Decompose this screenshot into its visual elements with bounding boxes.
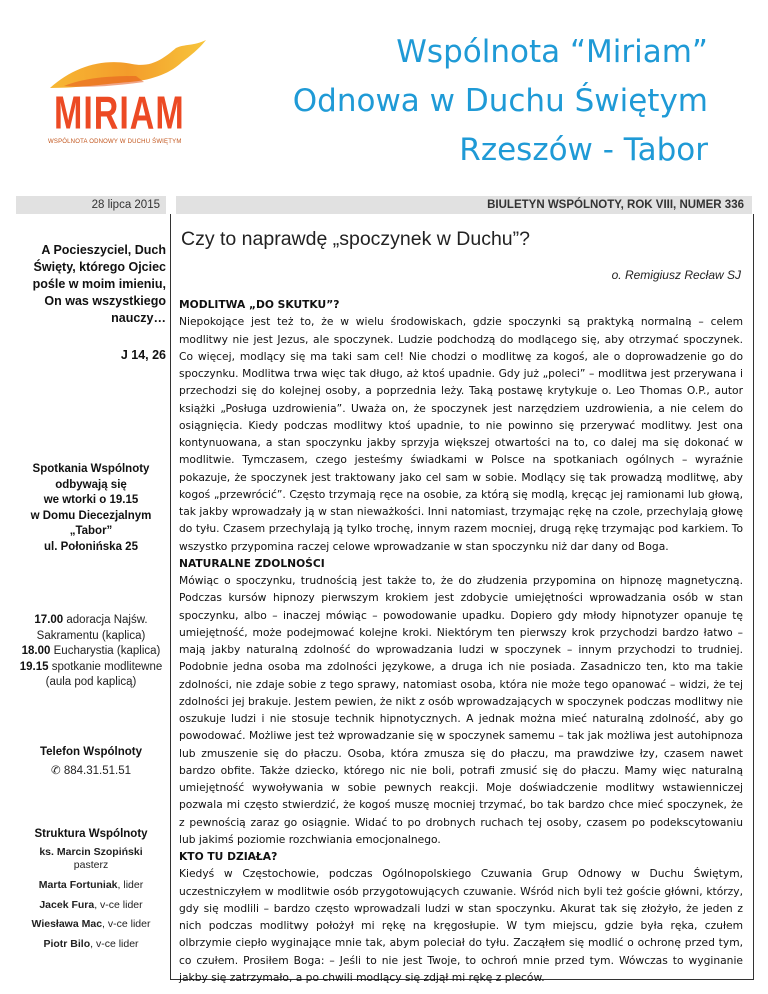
- section-heading: MODLITWA „DO SKUTKU”?: [179, 298, 340, 311]
- article-body: [179, 296, 743, 986]
- issue-date: 28 lipca 2015: [91, 199, 160, 211]
- structure-title: Struktura Wspólnoty: [34, 828, 148, 840]
- schedule-item: [16, 660, 166, 691]
- meetings-line: Spotkania Wspólnoty: [32, 463, 150, 475]
- section-paragraph: Mówiąc o spoczynku, trudnością jest także to, że do złudzenia przypomina on hipnozę magnetyczną. Podczas kursów hipnozy pierwszym krokiem jest zdobycie umiejętności wprowadzania osób w stan spoczynku, albo – inaczej mówiąc – powodowanie upadku. Dopiero gdy młody hipnotyzer opanuje tę umiejętność, może podejmować kolejne kroki. Niektórym ten pierwszy krok przychodzi bardzo łatwo – mają jakby naturalną zdolność do wprowadzania ludzi w spoczynek – innym przychodzi to trudniej. Podobnie jedna osoba ma zdolności językowe, a druga ich nie posiada. Zasadniczo ten, kto ma takie zdolności, nie zdaje sobie z tego sprawy, natomiast osoba, która nie może tego opanować – widzi, że tej zdolności jej brakuje. Jestem pewien, że nikt z osób wprowadzających w spoczynek podczas modlitwy nie oszukuje ludzi i nie stosuje technik hipnotycznych. A jednak można mieć naturalną zdolność, aby go powodować. Możliwe jest też wprowadzanie się w spoczynek samemu – tak jak możliwa jest autohipnoza lub zmuszenie się do płaczu. Osoba, która zmusza się do płaczu, ma prawdziwe łzy, czasem nawet bardzo obfite. Także dziecko, którego nic nie boli, potrafi zmusić się do płaczu. Mamy więc naturalną umiejętność wywoływania w sobie pewnych reakcji. Moje doświadczenie modlitwy wstawienniczej pozwala mi często stwierdzić, że kogoś muszę mocniej trzymać, bo tak bardzo chce mieć spoczynek, że z pewnością zaraz go osiągnie. Widać to po drobnych ruchach tej osoby, czasem po podekscytowaniu lub jakimś poziomie rozchwiania emocjonalnego.: [179, 574, 743, 846]
- phone-icon: ✆: [51, 765, 61, 777]
- dove-icon: [44, 36, 214, 96]
- pastor-name: ks. Marcin Szopiński: [39, 846, 143, 858]
- schedule-text: adoracja Najśw. Sakramentu (kaplica): [36, 614, 148, 642]
- title-line-1: Wspólnota “Miriam”: [396, 34, 708, 70]
- meetings-line: we wtorki o 19.15: [43, 494, 139, 506]
- meetings-info: [16, 462, 166, 555]
- leader-item: Jacek Fura, v-ce lider: [39, 898, 143, 911]
- schedule-text: spotkanie modlitewne (aula pod kaplicą): [45, 660, 163, 688]
- article-frame: [170, 214, 754, 984]
- schedule-item: [16, 613, 166, 644]
- header-title: [293, 28, 708, 175]
- schedule: [16, 613, 166, 691]
- pastor-role: pasterz: [73, 859, 109, 871]
- logo-word: MIRIAM: [54, 88, 185, 140]
- leader-item: Marta Fortuniak, lider: [38, 879, 144, 891]
- date-bar: [16, 196, 166, 214]
- meetings-line: ul. Połonińska 25: [44, 540, 138, 553]
- scripture-quote: A Pocieszyciel, Duch Święty, którego Ojciec pośle w moim imieniu, On was wszystkiego nauczy…: [32, 243, 166, 325]
- schedule-time: 18.00: [21, 645, 51, 657]
- scripture-reference: J 14, 26: [120, 348, 166, 362]
- section-paragraph: Kiedyś w Częstochowie, podczas Ogólnopolskiego Czuwania Grup Odnowy w Duchu Świętym, uczestniczyłem w modlitwie osób przygotowujących czuwanie. Wśród nich byli też goście główni, którzy, gdy się modlili – bardzo często wprowadzali ludzi w stan spoczynku. Akurat tak się złożyło, że jeden z nich podczas modlitwy położył mi rękę na kręgosłupie. W tym miejscu, gdzie była ręka, czułem olbrzymie ciepło wyginające mnie tak, abym poleciał do tyłu. Zacząłem się modlić o ochronę przed tym, co czułem. Prosiłem Boga: – Jeśli to nie jest Twoje, to ochroń mnie przed tym. Wówczas to wyginanie jakby się zatrzymało, a po chwili modlący się zdjął mi rękę z pleców.: [179, 867, 743, 984]
- phone-title: Telefon Wspólnoty: [39, 746, 142, 758]
- leader-item: Piotr Bilo, v-ce lider: [43, 937, 139, 950]
- phone-line: [16, 763, 166, 777]
- title-line-2: Odnowa w Duchu Świętym: [292, 83, 708, 119]
- bulletin-bar: [176, 196, 752, 214]
- meetings-line: odbywają się: [55, 478, 127, 491]
- section-heading: NATURALNE ZDOLNOŚCI: [179, 556, 325, 570]
- article-title: Czy to naprawdę „spoczynek w Duchu”?: [181, 228, 530, 250]
- logo-subtitle: WSPÓLNOTA ODNOWY W DUCHU ŚWIĘTYM: [48, 139, 182, 145]
- section-heading: KTO TU DZIAŁA?: [179, 850, 278, 863]
- schedule-text: Eucharystia (kaplica): [53, 645, 161, 657]
- schedule-time: 19.15: [19, 660, 49, 673]
- schedule-time: 17.00: [34, 614, 64, 626]
- schedule-item: [16, 644, 166, 660]
- leader-item: Wiesława Mac, v-ce lider: [31, 918, 151, 930]
- section-paragraph: Niepokojące jest też to, że w wielu środowiskach, gdzie spoczynki są praktyką normalną – celem modlitwy nie jest Jezus, ale spoczynek. Ludzie podchodzą do modlącego się, aby otrzymać spoczynek. Co więcej, modlący się ma taki sam cel! Nie chodzi o modlitwę za kogoś, ale o doprowadzenie go do spoczynku. Modlitwa trwa więc tak długo, aż ktoś upadnie. Gdy już „poleci” – modlitwa jest przerywana i przechodzi się do kolejnej osoby, a poprzednia leży. Taką postawę krytykuje o. Leo Thomas O.P., autor książki „Posługa uzdrowienia”. Uważa on, że spoczynek jest narzędziem uzdrowienia, a nie celem do osiągnięcia. Kiedy podczas modlitwy ktoś upadnie, to nie powinno się przerywać modlitwy. Jest ona kontynuowana, a stan spoczynku jakby sprzyja większej otwartości na to, co dalej ma się dokonać w modlitwie. Tymczasem, czego jesteśmy świadkami w Polsce na spotkaniach ogólnych – wyraźnie pokazuje, że spoczynek jest traktowany jako cel sam w sobie. Modlący się tak prowadzą modlitwę, aby kogoś „przewrócić”. Często trzymają ręce na osobie, za którą się modlą, kręcąc jej ramionami lub głową, tak jakby wprowadzały ją w stan nieważkości. Inni natomiast, trzymając rękę na czole, przechylają głowę do tyłu. Czasem przechylają ją tylko trochę, innym razem mocniej, drugą rękę trzymając pod karkiem. To wszystko przypomina raczej celowe wprowadzanie w stan spoczynku niż dar dany od Boga.: [179, 315, 743, 553]
- phone-number: 884.31.51.51: [63, 765, 131, 777]
- meetings-line: „Tabor”: [69, 525, 113, 537]
- title-line-3: Rzeszów - Tabor: [459, 132, 708, 168]
- logo: [44, 36, 214, 148]
- structure-list: [16, 846, 166, 954]
- meetings-line: w Domu Diecezjalnym: [30, 509, 152, 522]
- article-author: o. Remigiusz Recław SJ: [611, 268, 741, 282]
- bulletin-info: BIULETYN WSPÓLNOTY, ROK VIII, NUMER 336: [487, 199, 744, 211]
